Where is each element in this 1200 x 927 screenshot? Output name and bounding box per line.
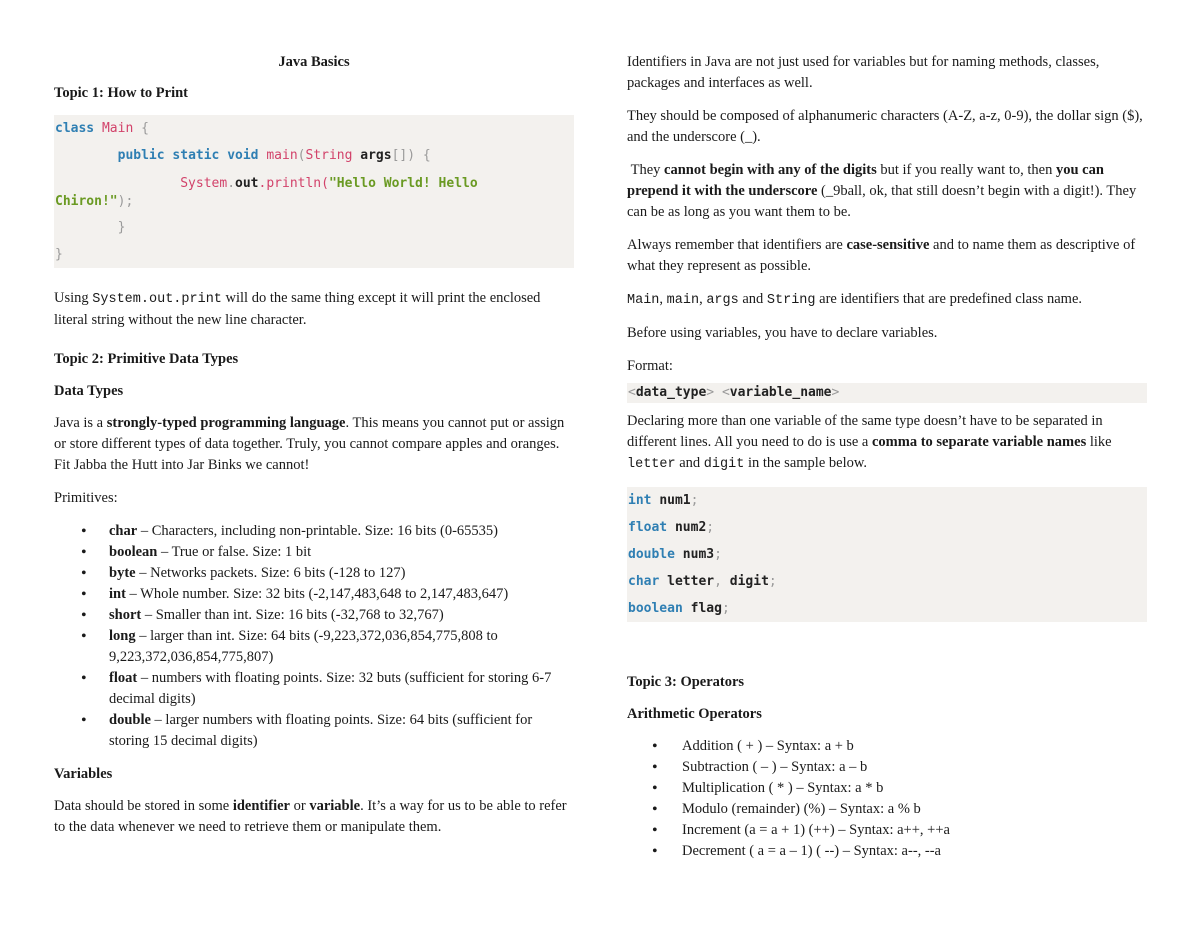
data-types-heading: Data Types (54, 383, 124, 399)
list-item: • short – Smaller than int. Size: 16 bits (-32,768 to 32,767) (54, 605, 574, 626)
identifiers-paragraph-4: Always remember that identifiers are case-sensitive and to name them as descriptive of what they represent as possible. (627, 237, 1136, 274)
code-line-6: } (55, 247, 63, 262)
code-line-4: Chiron!"); (55, 194, 134, 209)
left-column (54, 52, 574, 850)
identifiers-paragraph-5: Main, main, args and String are identifiers that are predefined class name. (627, 291, 1083, 308)
list-item: • double – larger numbers with floating points. Size: 64 bits (sufficient for storing 15 decimal digits) (54, 710, 574, 752)
topic2-heading: Topic 2: Primitive Data Types (54, 351, 239, 367)
list-item: • Subtraction ( – ) – Syntax: a – b (627, 757, 1147, 778)
list-item: • Decrement ( a = a – 1) ( --) – Syntax: a--, --a (627, 841, 1147, 862)
identifiers-paragraph-1: Identifiers in Java are not just used for variables but for naming methods, classes, packages and interfaces as well. (627, 54, 1100, 91)
code-line: boolean flag; (628, 601, 730, 616)
format-code-block: <data_type> <variable_name> (627, 383, 1147, 403)
code-line-2: public static void main(String args[]) { (117, 148, 431, 163)
code-line: double num3; (628, 547, 722, 562)
list-item: • float – numbers with floating points. Size: 32 buts (sufficient for storing 6-7 decimal digits) (54, 668, 574, 710)
code-line: char letter, digit; (628, 574, 777, 589)
primitives-label: Primitives: (54, 490, 118, 506)
declarations-code-block (627, 487, 1147, 622)
code-line-1: class Main { (55, 121, 149, 136)
format-label: Format: (627, 358, 673, 374)
operators-list (627, 736, 1147, 862)
list-item: • Increment (a = a + 1) (++) – Syntax: a++, ++a (627, 820, 1147, 841)
list-item: • boolean – True or false. Size: 1 bit (54, 542, 574, 563)
code-line: float num2; (628, 520, 715, 535)
data-types-paragraph: Java is a strongly-typed programming language. This means you cannot put or assign or store different types of data together. Truly, you cannot compare apples and oranges. Fit Jabba the Hutt into Jar Binks we cannot! (54, 415, 565, 473)
list-item: • Modulo (remainder) (%) – Syntax: a % b (627, 799, 1147, 820)
code-line: int num1; (628, 493, 699, 508)
arithmetic-heading: Arithmetic Operators (627, 706, 762, 722)
topic1-heading: Topic 1: How to Print (54, 85, 188, 101)
list-item: • int – Whole number. Size: 32 bits (-2,147,483,648 to 2,147,483,647) (54, 584, 574, 605)
list-item: • char – Characters, including non-printable. Size: 16 bits (0-65535) (54, 521, 574, 542)
list-item: • byte – Networks packets. Size: 6 bits (-128 to 127) (54, 563, 574, 584)
declare-paragraph: Before using variables, you have to declare variables. (627, 325, 938, 341)
identifiers-paragraph-2: They should be composed of alphanumeric characters (A-Z, a-z, 0-9), the dollar sign ($), and the underscore (_). (627, 108, 1143, 145)
list-item: • long – larger than int. Size: 64 bits (-9,223,372,036,854,775,808 to 9,223,372,036,854,775,807) (54, 626, 574, 668)
primitives-list (54, 521, 574, 752)
variables-heading: Variables (54, 766, 113, 782)
right-column (627, 52, 1147, 874)
multi-declare-paragraph: Declaring more than one variable of the same type doesn’t have to be separated in different lines. All you need to do is use a comma to separate variable names like letter and digit in the sample below. (627, 413, 1112, 472)
list-item: • Multiplication ( * ) – Syntax: a * b (627, 778, 1147, 799)
code-line-3: System.out.println("Hello World! Hello (180, 176, 478, 191)
code-line-5: } (117, 220, 126, 235)
print-note: Using System.out.print will do the same thing except it will print the enclosed literal string without the new line character. (54, 290, 541, 328)
identifiers-paragraph-3: They cannot begin with any of the digits but if you really want to, then you can prepend it with the underscore (_9ball, ok, that still doesn’t begin with a digit!). They can be as long as you want them to be. (627, 162, 1137, 220)
hello-world-code-block (54, 115, 574, 268)
topic3-heading: Topic 3: Operators (627, 674, 745, 690)
list-item: • Addition ( + ) – Syntax: a + b (627, 736, 1147, 757)
variables-paragraph: Data should be stored in some identifier or variable. It’s a way for us to be able to refer to the data whenever we need to retrieve them or manipulate them. (54, 798, 567, 835)
document-title: Java Basics (278, 54, 350, 70)
